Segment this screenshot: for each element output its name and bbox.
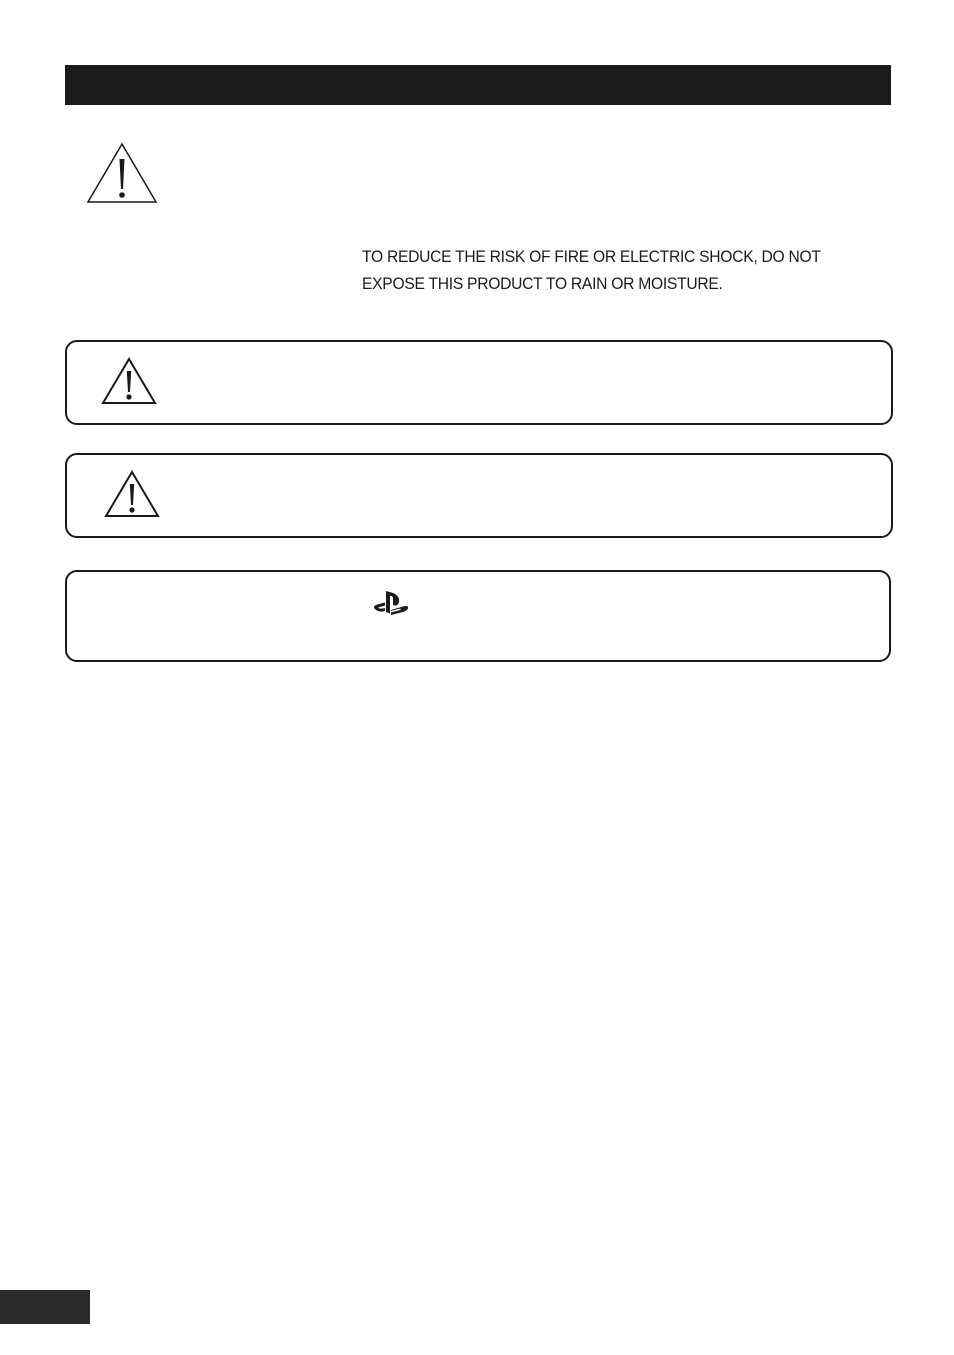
brand-notice-box [65, 570, 891, 662]
caution-box-2 [65, 453, 893, 538]
warning-line-1: TO REDUCE THE RISK OF FIRE OR ELECTRIC SHOCK, DO NOT [362, 247, 821, 266]
page-number-tab [0, 1290, 90, 1324]
warning-triangle-icon [101, 357, 157, 405]
warning-triangle-icon [104, 470, 160, 518]
warning-line-2: EXPOSE THIS PRODUCT TO RAIN OR MOISTURE. [362, 274, 723, 293]
section-header-bar [65, 65, 891, 105]
playstation-logo-icon [371, 588, 411, 618]
caution-box-1 [65, 340, 893, 425]
warning-triangle-icon [86, 142, 158, 204]
fire-shock-warning-text [362, 243, 840, 297]
